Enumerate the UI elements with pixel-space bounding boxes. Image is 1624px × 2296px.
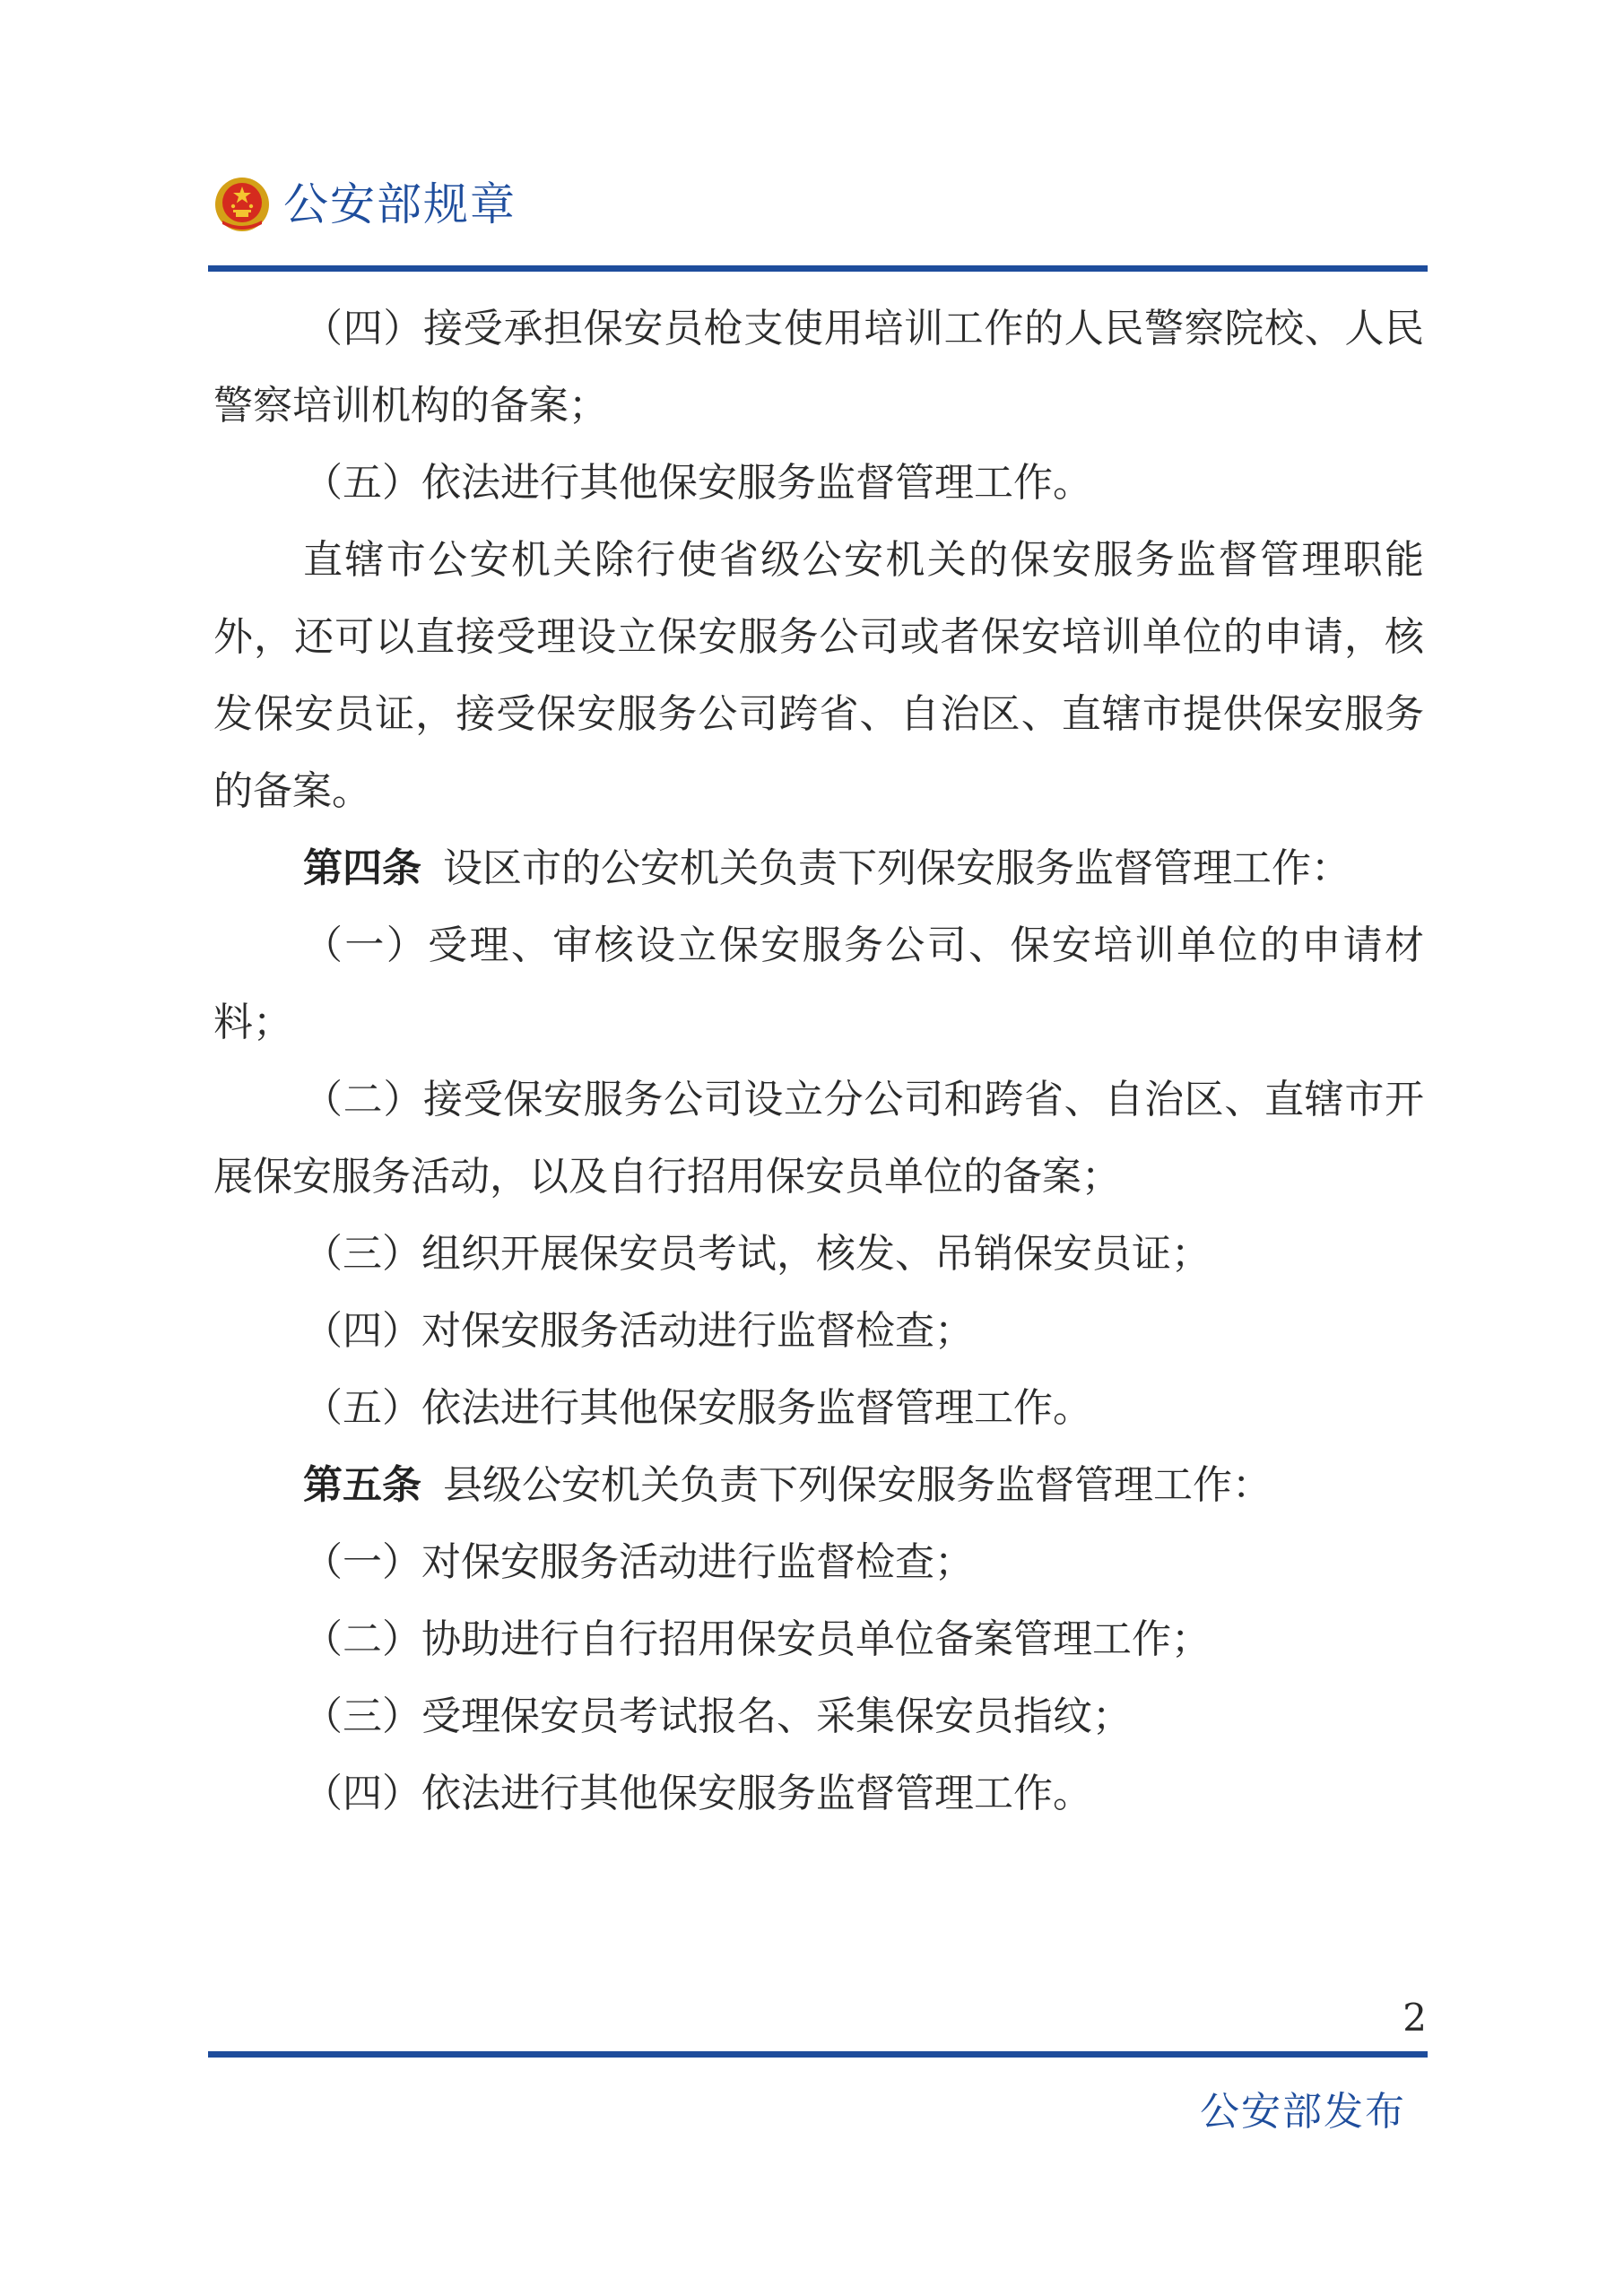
page-number: 2 [1403, 1996, 1427, 2040]
header-divider [208, 265, 1428, 272]
list-item: （四）接受承担保安员枪支使用培训工作的人民警察院校、人民警察培训机构的备案； [213, 306, 1424, 429]
article-paragraph [213, 830, 1424, 907]
header-title: 公安部规章 [283, 178, 517, 230]
document-body [213, 290, 1424, 1832]
article-number: 第五条 [303, 1462, 421, 1508]
list-item: （五）依法进行其他保安服务监督管理工作。 [303, 460, 1092, 506]
footer-publisher: 公安部发布 [1200, 2089, 1406, 2135]
page-header [213, 176, 517, 233]
list-item: （四）对保安服务活动进行监督检查； [303, 1308, 974, 1354]
article-text: 设区市的公安机关负责下列保安服务监督管理工作： [443, 845, 1350, 891]
list-item: （一）受理、审核设立保安服务公司、保安培训单位的申请材料； [213, 923, 1424, 1045]
list-item: （三）受理保安员考试报名、采集保安员指纹； [303, 1694, 1132, 1739]
list-item: （一）对保安服务活动进行监督检查； [303, 1539, 974, 1585]
article-text: 县级公安机关负责下列保安服务监督管理工作： [443, 1462, 1272, 1508]
article-paragraph [213, 1447, 1424, 1524]
list-item: （二）接受保安服务公司设立分公司和跨省、自治区、直辖市开展保安服务活动，以及自行招用保安员单位的备案； [213, 1077, 1424, 1200]
footer-divider [208, 2051, 1428, 2058]
list-item: （二）协助进行自行招用保安员单位备案管理工作； [303, 1616, 1211, 1662]
list-item: （五）依法进行其他保安服务监督管理工作。 [303, 1385, 1092, 1431]
list-item: （三）组织开展保安员考试，核发、吊销保安员证； [303, 1231, 1211, 1277]
article-number: 第四条 [303, 845, 421, 891]
national-emblem-icon [213, 176, 271, 233]
list-item: （四）依法进行其他保安服务监督管理工作。 [303, 1771, 1092, 1816]
body-paragraph: 直辖市公安机关除行使省级公安机关的保安服务监督管理职能外，还可以直接受理设立保安服务公司或者保安培训单位的申请，核发保安员证，接受保安服务公司跨省、自治区、直辖市提供保安服务的备案。 [213, 537, 1424, 814]
